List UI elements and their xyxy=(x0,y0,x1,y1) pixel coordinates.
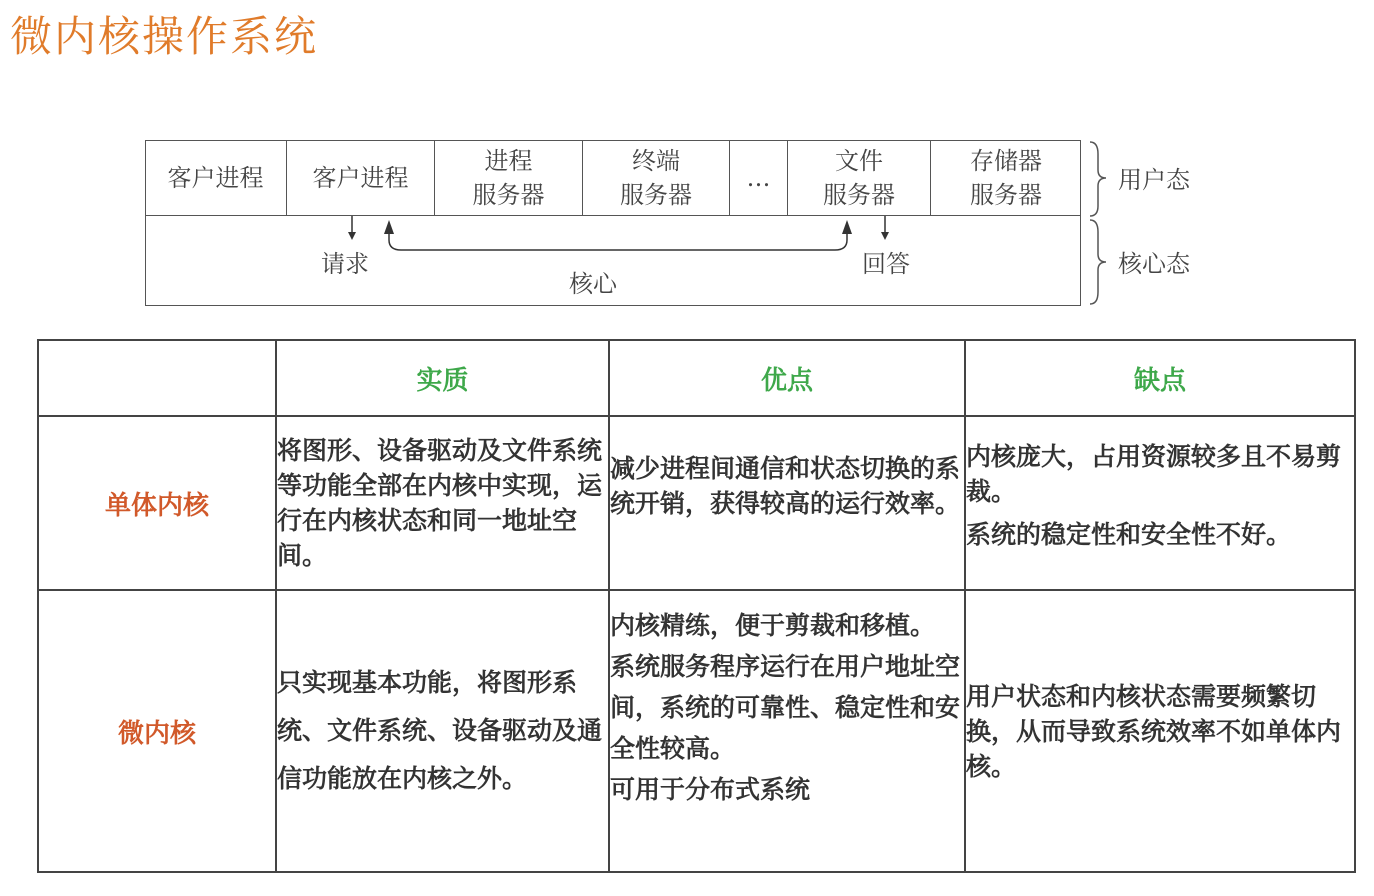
page-title: 微内核操作系统 xyxy=(10,12,319,61)
kernel-label: 核心 xyxy=(569,270,617,298)
request-label: 请求 xyxy=(321,250,369,278)
user-mode-label: 用户态 xyxy=(1118,166,1190,194)
monolithic-pros xyxy=(609,416,965,590)
ellipsis-cell: … xyxy=(730,140,788,215)
terminal-server-cell: 终端 服务器 xyxy=(583,140,730,215)
row-label-microkernel: 微内核 xyxy=(38,590,276,872)
pros-text-1: 内核精练，便于剪裁和移植。 xyxy=(610,611,936,640)
table-header-row xyxy=(38,340,1355,416)
cons-text-1: 内核庞大，占用资源较多且不易剪裁。 xyxy=(966,442,1342,506)
storage-server-cell: 存储器 服务器 xyxy=(970,146,1042,209)
reply-label: 回答 xyxy=(862,250,910,278)
monolithic-essence xyxy=(276,416,609,590)
pros-text-3: 可用于分布式系统 xyxy=(610,775,811,804)
cons-text-2: 系统的稳定性和安全性不好。 xyxy=(966,520,1292,549)
cons-text: 用户状态和内核状态需要频繁切换，从而导致系统效率不如单体内核。 xyxy=(966,681,1342,781)
header-pros: 优点 xyxy=(609,340,965,416)
row-label-monolithic: 单体内核 xyxy=(38,416,276,590)
header-essence: 实质 xyxy=(276,340,609,416)
mode-braces xyxy=(1086,140,1112,306)
microkernel-diagram xyxy=(145,140,1081,306)
pros-text-2: 系统服务程序运行在用户地址空间，系统的可靠性、稳定性和安全性较高。 xyxy=(610,652,961,763)
client-process-cell-1: 客户进程 xyxy=(145,140,287,215)
monolithic-cons xyxy=(965,416,1355,590)
process-server-cell: 进程 服务器 xyxy=(435,140,583,215)
table-row xyxy=(38,416,1355,590)
microkernel-essence xyxy=(276,590,609,872)
kernel-mode-label: 核心态 xyxy=(1118,250,1190,278)
kernel-comparison-table xyxy=(37,339,1356,873)
microkernel-pros xyxy=(609,590,965,872)
header-empty xyxy=(38,340,276,416)
essence-text: 只实现基本功能，将图形系统、文件系统、设备驱动及通信功能放在内核之外。 xyxy=(277,668,603,793)
table-row xyxy=(38,590,1355,872)
file-server-cell: 文件 服务器 xyxy=(788,140,931,215)
pros-text: 减少进程间通信和状态切换的系统开销，获得较高的运行效率。 xyxy=(610,454,961,518)
microkernel-cons xyxy=(965,590,1355,872)
header-cons: 缺点 xyxy=(965,340,1355,416)
client-process-cell-2: 客户进程 xyxy=(287,140,435,215)
essence-text: 将图形、设备驱动及文件系统等功能全部在内核中实现，运行在内核状态和同一地址空间。 xyxy=(277,436,603,570)
